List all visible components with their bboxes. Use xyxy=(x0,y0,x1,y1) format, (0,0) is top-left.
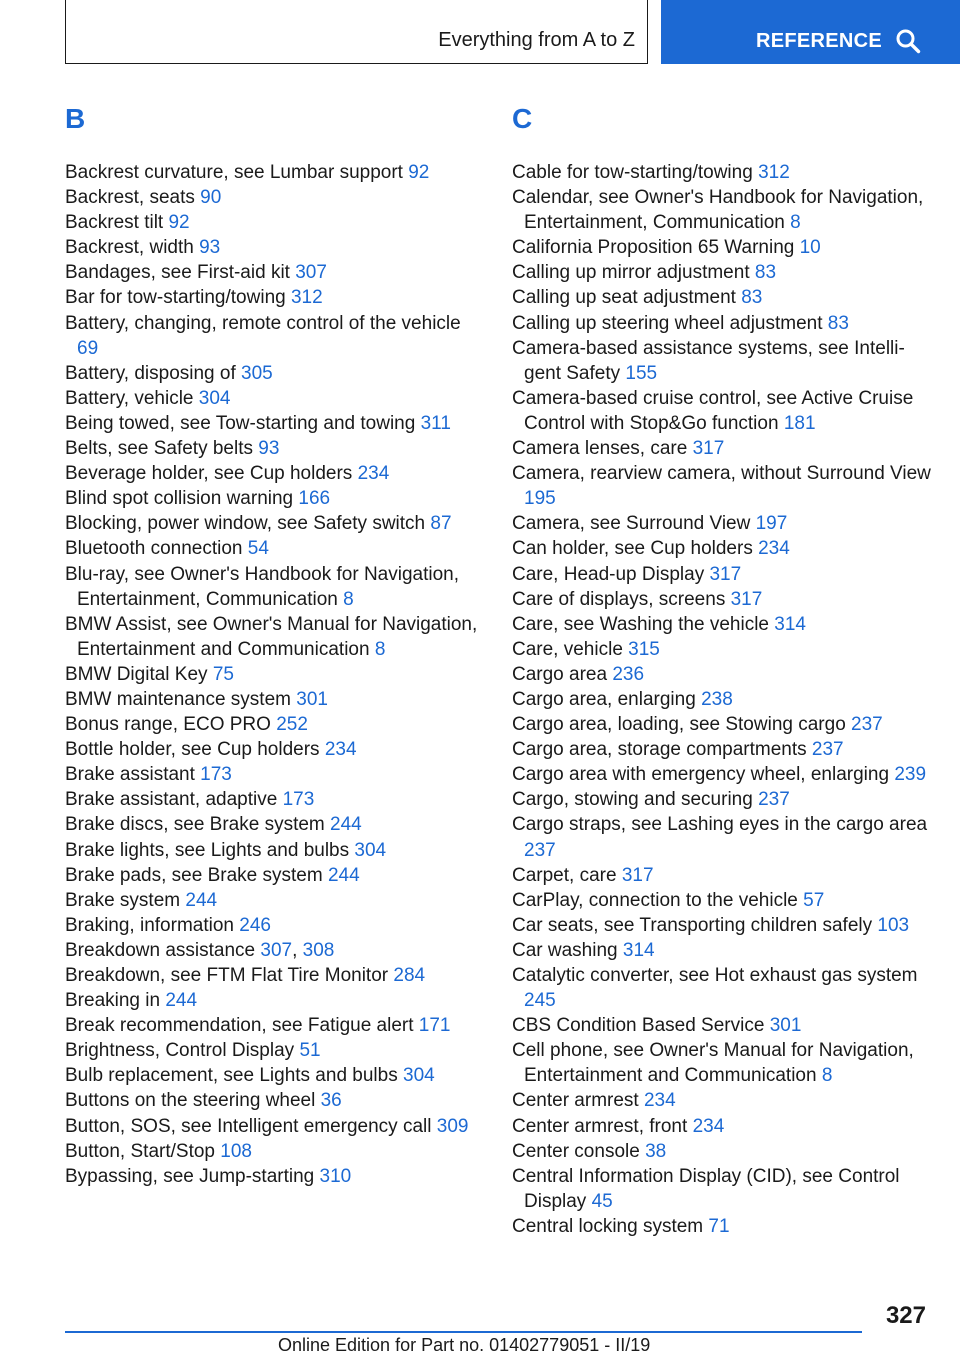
index-entry-text: Button, Start/Stop xyxy=(65,1140,221,1162)
page-reference-link[interactable]: 8 xyxy=(790,212,801,234)
index-entry xyxy=(65,888,485,913)
index-entry xyxy=(512,812,932,862)
index-entry xyxy=(512,285,932,310)
page-reference-link[interactable]: 245 xyxy=(524,990,556,1012)
page-reference-link[interactable]: 195 xyxy=(524,488,556,510)
page-reference-link[interactable]: 71 xyxy=(708,1215,730,1237)
index-entry-text: Buttons on the steering wheel xyxy=(65,1090,321,1112)
index-entry xyxy=(65,386,485,411)
index-entry-text: Breakdown assistance xyxy=(65,939,261,961)
page-reference-link[interactable]: 317 xyxy=(621,864,654,886)
index-entry xyxy=(65,311,485,361)
index-entry xyxy=(512,511,932,536)
index-entry xyxy=(512,762,932,787)
index-entry-text: Bottle holder, see Cup holders xyxy=(65,739,325,761)
index-entry xyxy=(65,536,485,561)
index-entry xyxy=(65,160,485,185)
reference-tab-label: REFERENCE xyxy=(756,30,883,52)
page-reference-link[interactable]: 304 xyxy=(198,387,231,409)
page-reference-link[interactable]: 315 xyxy=(628,638,660,660)
page-reference-link[interactable]: 301 xyxy=(769,1015,802,1037)
index-entry xyxy=(512,562,932,587)
page-reference-link[interactable]: 83 xyxy=(754,262,777,284)
index-entry-text: Blind spot collision warning xyxy=(65,488,299,510)
page-reference-link[interactable]: 51 xyxy=(299,1040,321,1062)
page-reference-link[interactable]: 93 xyxy=(199,237,221,259)
index-entry-text: Can holder, see Cup holders xyxy=(512,538,759,560)
page-reference-link[interactable]: 93 xyxy=(258,438,280,460)
index-entry xyxy=(65,863,485,888)
page-reference-link[interactable]: 103 xyxy=(877,914,910,936)
index-entry-text: Battery, changing, remote control of the vehicle xyxy=(65,312,461,334)
page-reference-link[interactable]: 311 xyxy=(420,412,451,434)
index-entry xyxy=(65,210,485,235)
page-reference-link[interactable]: 237 xyxy=(524,839,556,861)
index-entry xyxy=(65,511,485,536)
page-reference-link[interactable]: 252 xyxy=(276,714,308,736)
index-entry xyxy=(512,1088,932,1113)
index-entry-text: Bonus range, ECO PRO xyxy=(65,714,277,736)
index-entry xyxy=(512,1013,932,1038)
page-reference-link[interactable]: 83 xyxy=(741,287,763,309)
page-reference-link[interactable]: 57 xyxy=(803,889,825,911)
index-entry-text: Car washing xyxy=(512,939,623,961)
page-reference-link[interactable]: 38 xyxy=(645,1140,667,1162)
index-entry-text: Bandages, see First-aid kit xyxy=(65,262,296,284)
page-reference-link[interactable]: 308 xyxy=(302,939,335,961)
index-entry xyxy=(512,386,932,436)
page-reference-link[interactable]: 87 xyxy=(430,513,452,535)
page-reference-link[interactable]: 307 xyxy=(295,262,327,284)
index-entry xyxy=(512,311,932,336)
index-entry xyxy=(65,461,485,486)
page-reference-link[interactable]: 8 xyxy=(821,1065,833,1087)
index-entry xyxy=(512,963,932,1013)
page-reference-link[interactable]: 54 xyxy=(247,538,269,560)
page-reference-link[interactable]: 237 xyxy=(811,739,844,761)
index-entry xyxy=(512,1214,932,1239)
index-entry-text: Bluetooth connection xyxy=(65,538,248,560)
index-entry-text: Central Information Display (CID), see Control Display xyxy=(512,1165,900,1212)
index-entry-list xyxy=(65,160,485,1189)
index-entry xyxy=(65,612,485,662)
index-entry-text: Care, see Washing the vehicle xyxy=(512,613,775,635)
index-entry xyxy=(65,838,485,863)
index-entry xyxy=(65,1114,485,1139)
index-entry-text: Calling up mirror adjustment xyxy=(512,262,755,284)
page-reference-link[interactable]: 8 xyxy=(374,638,386,660)
page-reference-link[interactable]: 237 xyxy=(758,789,790,811)
index-entry-text: Brake lights, see Lights and bulbs xyxy=(65,839,355,861)
index-entry xyxy=(65,1139,485,1164)
index-entry-text: Backrest, width xyxy=(65,237,200,259)
page-reference-link[interactable]: 92 xyxy=(408,162,430,183)
index-entry-text: Center console xyxy=(512,1140,646,1162)
page-reference-link[interactable]: 234 xyxy=(324,739,357,761)
index-entry xyxy=(512,260,932,285)
index-entry xyxy=(65,913,485,938)
index-entry xyxy=(65,787,485,812)
index-entry-text: Being towed, see Tow-starting and towing xyxy=(65,412,421,434)
index-entry-text: Brightness, Control Display xyxy=(65,1040,300,1062)
index-entry-text: Cell phone, see Owner's Manual for Navigation, Entertainment and Communication xyxy=(512,1040,914,1087)
page-reference-link[interactable]: 304 xyxy=(354,839,387,861)
page-reference-link[interactable]: 36 xyxy=(320,1090,342,1112)
index-entry-text: Camera, rearview camera, without Surround View xyxy=(512,463,931,485)
index-entry xyxy=(512,737,932,762)
index-entry-text: Calendar, see Owner's Handbook for Navigation, Entertainment, Communication xyxy=(512,187,924,234)
index-entry xyxy=(512,160,932,185)
index-entry xyxy=(512,913,932,938)
index-entry xyxy=(65,1164,485,1189)
index-entry xyxy=(65,361,485,386)
index-entry-text: Bulb replacement, see Lights and bulbs xyxy=(65,1065,403,1087)
index-entry xyxy=(512,587,932,612)
index-entry xyxy=(65,812,485,837)
index-entry xyxy=(512,235,932,260)
index-entry-text: Cargo, stowing and securing xyxy=(512,789,759,811)
page-reference-link[interactable]: 234 xyxy=(643,1090,676,1112)
page-reference-link[interactable]: 244 xyxy=(330,814,362,836)
index-entry xyxy=(65,963,485,988)
index-entry-text: Catalytic converter, see Hot exhaust gas system xyxy=(512,965,918,986)
index-column-c xyxy=(512,100,932,1239)
index-entry-text: Camera lenses, care xyxy=(512,438,693,460)
page-reference-link[interactable]: 166 xyxy=(298,488,331,510)
index-entry xyxy=(512,1038,932,1088)
index-entry-text: Care, vehicle xyxy=(512,638,629,660)
page-reference-link[interactable]: 317 xyxy=(730,588,763,610)
index-entry-text: Calling up seat adjustment xyxy=(512,287,742,309)
index-entry xyxy=(512,938,932,963)
index-entry xyxy=(65,260,485,285)
page-reference-link[interactable]: 173 xyxy=(282,789,315,811)
index-entry-text: Bypassing, see Jump-starting xyxy=(65,1165,320,1187)
index-entry-text: Cargo area xyxy=(512,663,613,685)
page-reference-link[interactable]: 173 xyxy=(200,764,232,786)
page-reference-link[interactable]: 317 xyxy=(692,438,725,460)
index-entry xyxy=(65,562,485,612)
page-reference-link[interactable]: 310 xyxy=(319,1165,352,1187)
page-reference-link[interactable]: 234 xyxy=(357,463,390,485)
index-letter-heading: B xyxy=(65,103,86,134)
index-entry-text: Care of displays, screens xyxy=(512,588,731,610)
index-entry-text: California Proposition 65 Warning xyxy=(512,237,800,259)
index-entry xyxy=(65,712,485,737)
index-entry xyxy=(512,888,932,913)
index-entry xyxy=(512,712,932,737)
index-entry xyxy=(65,235,485,260)
section-header-box xyxy=(65,0,648,64)
index-entry-text: Brake system xyxy=(65,889,186,911)
index-entry xyxy=(512,662,932,687)
page-reference-link[interactable]: 244 xyxy=(185,889,218,911)
index-entry-text: Camera-based cruise control, see Active Cruise Control with Stop&Go function xyxy=(512,387,914,434)
page-reference-link[interactable]: 317 xyxy=(709,563,742,585)
footer-divider xyxy=(65,1331,862,1333)
index-entry-text: Breakdown, see FTM Flat Tire Monitor xyxy=(65,965,394,986)
page-reference-link[interactable]: 244 xyxy=(165,990,198,1012)
index-entry-text: Battery, vehicle xyxy=(65,387,199,409)
index-entry xyxy=(512,863,932,888)
page-reference-link[interactable]: 246 xyxy=(239,914,271,936)
index-entry xyxy=(65,486,485,511)
page-reference-link[interactable]: 307 xyxy=(260,939,293,961)
index-entry xyxy=(512,687,932,712)
page-reference-link[interactable]: 234 xyxy=(758,538,790,560)
index-entry-text: Break recommendation, see Fatigue alert xyxy=(65,1015,419,1037)
page-reference-link[interactable]: 197 xyxy=(755,513,788,535)
index-entry xyxy=(65,1063,485,1088)
index-entry-text: Blocking, power window, see Safety switch xyxy=(65,513,431,535)
index-entry xyxy=(512,536,932,561)
page-reference-link[interactable]: 237 xyxy=(851,714,883,736)
page-reference-link[interactable]: 92 xyxy=(168,212,190,234)
page-reference-link[interactable]: 10 xyxy=(799,237,821,259)
edition-footer: Online Edition for Part no. 01402779051 - II/19 xyxy=(278,1335,651,1355)
index-entry-text: Backrest tilt xyxy=(65,212,169,234)
page-reference-link[interactable]: 8 xyxy=(343,588,354,610)
page-reference-link[interactable]: 108 xyxy=(220,1140,252,1162)
index-entry xyxy=(65,1088,485,1113)
index-entry-text: Brake discs, see Brake system xyxy=(65,814,331,836)
index-entry xyxy=(512,336,932,386)
page-reference-link[interactable]: 83 xyxy=(827,312,849,334)
page-number: 327 xyxy=(885,1302,926,1329)
index-entry-text: Center armrest, front xyxy=(512,1115,693,1137)
page-reference-link[interactable]: 312 xyxy=(290,287,323,309)
page-reference-link[interactable]: 90 xyxy=(200,187,222,209)
page-reference-link[interactable]: 234 xyxy=(692,1115,725,1137)
index-entry-text: CarPlay, connection to the vehicle xyxy=(512,889,804,911)
index-entry-text: Bar for tow-starting/towing xyxy=(65,287,291,309)
index-entry xyxy=(65,1038,485,1063)
index-entry-text: Cable for tow-starting/towing xyxy=(512,162,759,183)
search-icon xyxy=(895,28,921,54)
index-entry-text: Backrest, seats xyxy=(65,187,201,209)
page-reference-link[interactable]: 45 xyxy=(591,1190,613,1212)
page-reference-link[interactable]: 171 xyxy=(418,1015,451,1037)
reference-tab[interactable] xyxy=(661,0,960,64)
index-entry xyxy=(65,185,485,210)
index-entry-text: Carpet, care xyxy=(512,864,622,886)
index-entry-text: CBS Condition Based Service xyxy=(512,1015,770,1037)
index-entry-text: Cargo area, loading, see Stowing cargo xyxy=(512,714,852,736)
page-reference-link[interactable]: 314 xyxy=(622,939,655,961)
index-letter-heading: C xyxy=(512,103,533,134)
index-entry xyxy=(65,762,485,787)
page-reference-link[interactable]: 181 xyxy=(783,412,816,434)
index-entry-text: Backrest curvature, see Lumbar support xyxy=(65,162,409,183)
index-entry xyxy=(65,737,485,762)
index-entry-text: Blu-ray, see Owner's Handbook for Navigation, Entertainment, Communication xyxy=(65,563,460,610)
index-entry xyxy=(512,787,932,812)
index-entry xyxy=(65,285,485,310)
index-entry xyxy=(512,1114,932,1139)
page-reference-link[interactable]: 284 xyxy=(393,965,426,986)
index-entry-text: Belts, see Safety belts xyxy=(65,438,259,460)
page-reference-link[interactable]: 304 xyxy=(403,1065,435,1087)
index-entry xyxy=(512,637,932,662)
index-entry-text: Camera, see Surround View xyxy=(512,513,756,535)
index-entry xyxy=(65,411,485,436)
index-entry-text: Brake pads, see Brake system xyxy=(65,864,328,886)
page-reference-link[interactable]: 75 xyxy=(212,663,234,685)
index-entry xyxy=(512,185,932,235)
page-reference-link[interactable]: 236 xyxy=(612,663,645,685)
index-entry xyxy=(512,436,932,461)
index-entry-text: BMW Digital Key xyxy=(65,663,213,685)
section-title: Everything from A to Z xyxy=(438,29,635,51)
index-entry-text: Cargo area with emergency wheel, enlarging xyxy=(512,764,895,786)
index-entry-text: Care, Head-up Display xyxy=(512,563,710,585)
index-entry: Breakdown assistance 307, 308 xyxy=(65,939,335,961)
index-entry-list xyxy=(512,160,932,1239)
index-entry xyxy=(65,662,485,687)
index-column-b xyxy=(65,100,485,1189)
index-entry-text: Cargo area, enlarging xyxy=(512,688,702,710)
index-entry-text: Braking, information xyxy=(65,914,240,936)
page-reference-link[interactable]: 305 xyxy=(241,362,273,384)
page-reference-link[interactable]: 244 xyxy=(327,864,360,886)
index-entry-text: Beverage holder, see Cup holders xyxy=(65,463,358,485)
index-entry xyxy=(65,1013,485,1038)
page-reference-link[interactable]: 312 xyxy=(758,162,790,183)
page-reference-link[interactable]: 69 xyxy=(77,337,99,359)
page-reference-link[interactable]: 309 xyxy=(436,1115,469,1137)
page-reference-link[interactable]: 155 xyxy=(625,362,658,384)
index-entry-text: BMW Assist, see Owner's Manual for Navigation, Entertainment and Communication xyxy=(65,613,478,660)
index-entry-text: Battery, disposing of xyxy=(65,362,242,384)
index-entry xyxy=(512,461,932,511)
index-entry-text: Brake assistant xyxy=(65,764,201,786)
index-entry-text: Button, SOS, see Intelligent emergency call xyxy=(65,1115,437,1137)
index-entry xyxy=(512,612,932,637)
page-reference-link[interactable]: 301 xyxy=(296,688,328,710)
index-entry-text: Central locking system xyxy=(512,1215,709,1237)
index-entry xyxy=(512,1164,932,1214)
index-entry xyxy=(65,988,485,1013)
page-reference-link[interactable]: 314 xyxy=(774,613,806,635)
index-entry-text: Calling up steering wheel adjustment xyxy=(512,312,828,334)
index-entry-text: BMW maintenance system xyxy=(65,688,297,710)
index-entry-text: Brake assistant, adaptive xyxy=(65,789,283,811)
index-entry-text: Center armrest xyxy=(512,1090,644,1112)
index-entry-text: Breaking in xyxy=(65,990,166,1012)
index-entry-text: Cargo area, storage compartments xyxy=(512,739,812,761)
index-entry-text: Car seats, see Transporting children safely xyxy=(512,914,878,936)
index-entry xyxy=(65,436,485,461)
page-reference-link[interactable]: 238 xyxy=(701,688,733,710)
index-entry-text: Camera-based assistance systems, see Intelligent Safety xyxy=(512,337,905,384)
index-entry xyxy=(512,1139,932,1164)
page-reference-link[interactable]: 239 xyxy=(894,764,927,786)
index-entry xyxy=(65,687,485,712)
index-entry-text: Cargo straps, see Lashing eyes in the cargo area xyxy=(512,814,928,836)
